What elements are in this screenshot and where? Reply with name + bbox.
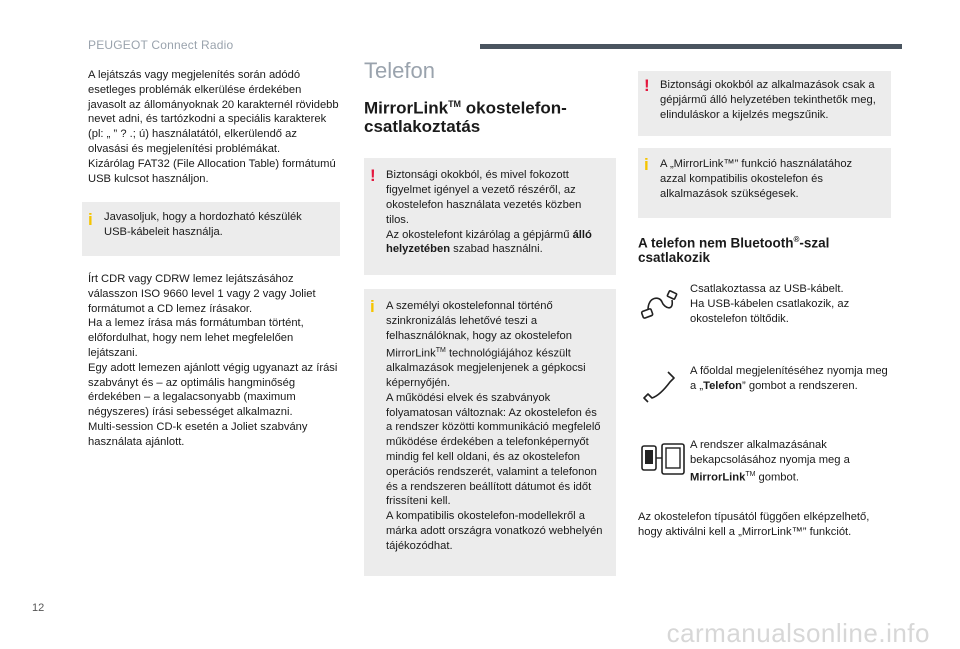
step-telefon bbox=[638, 364, 891, 428]
paragraph: A lejátszás vagy megjelenítés során adódó esetleges problémák elkerülése érdekében javasolt az állományoknak 20 karakternél rövidebb nevet adni, és tartózkodni a speciális karakterek (pl: „ ” ? .; ú) használatától, elkerülendő az olvasási és megjelenítési problémákat. bbox=[88, 69, 339, 155]
info-box bbox=[638, 148, 891, 217]
mirrorlink-icon bbox=[638, 438, 686, 482]
info-text: A „MirrorLink™” funkció használatához azzal kompatibilis okostelefon és alkalmazások szükségesek. bbox=[660, 158, 853, 200]
paragraph: Ha a lemez írása más formátumban történt, előfordulhat, hogy nem lehet megfelelően lejátszani. bbox=[88, 317, 304, 359]
info-text: A kompatibilis okostelefon-modellekről a márka adott országra vonatkozó webhelyén tájékozódhat. bbox=[386, 510, 603, 552]
info-text: A működési elvek és szabványok folyamatosan változnak: Az okostelefon és a rendszer közötti kommunikáció megfelelő működése érdekében a telefonképernyőt mindig fel kell oldani, és az okostelefon operációs rendszerét, valamint a telefonon és a rendszeren beállított dátumot és időt frissíteni kell. bbox=[386, 391, 601, 508]
step-text: Csatlakoztassa az USB-kábelt. Ha USB-kábelen csatlakozik, az okostelefon töltődik. bbox=[690, 283, 850, 325]
info-box bbox=[364, 289, 616, 575]
column-2 bbox=[364, 58, 616, 576]
info-text: A személyi okostelefonnal történő szinkronizálás lehetővé teszi a felhasználóknak, hogy az okostelefon MirrorLink™ technológiájához készült alkalmazások megjelenjenek a gépkocsi képernyőjén. bbox=[386, 300, 586, 389]
info-text: Javasoljuk, hogy a hordozható készülék USB-kábeleit használja. bbox=[104, 211, 302, 239]
warning-box bbox=[364, 158, 616, 275]
usb-cable-icon bbox=[638, 282, 682, 326]
info-box bbox=[82, 202, 340, 256]
warning-text: Az okostelefont kizárólag a gépjármű álló helyzetében szabad használni. bbox=[386, 228, 592, 256]
section-heading: MirrorLink™ okostelefon- csatlakoztatás bbox=[364, 98, 567, 137]
paragraph: Kizárólag FAT32 (File Allocation Table) formátumú USB kulcsot használjon. bbox=[88, 157, 336, 185]
paragraph: Multi-session CD-k esetén a Joliet szabvány használata ajánlott. bbox=[88, 420, 308, 448]
paragraph: Egy adott lemezen ajánlott végig ugyanazt az írási szabványt és – az optimális hangminőség érdekében – a legalacsonyabb (maximum négyszeres) írási sebességet alkalmazni. bbox=[88, 361, 338, 419]
step-text: A rendszer alkalmazásának bekapcsolásához nyomja meg a MirrorLink™ gombot. bbox=[690, 439, 850, 484]
warning-mark-icon: ! bbox=[370, 166, 376, 186]
warning-text: Biztonsági okokból az alkalmazások csak a gépjármű álló helyzetében tekinthetők meg, elinduláskor a kijelzés megszűnik. bbox=[660, 79, 876, 121]
warning-mark-icon: ! bbox=[644, 76, 650, 95]
info-mark-icon: i bbox=[88, 210, 93, 230]
step-usb bbox=[638, 282, 891, 354]
step-mirrorlink bbox=[638, 438, 891, 506]
paragraph: Írt CDR vagy CDRW lemez lejátszásához válasszon ISO 9660 level 1 vagy 2 vagy Joliet formátumot a CD lemez írásakor. bbox=[88, 272, 316, 315]
footer-note: Az okostelefon típusától függően elképzelhető, hogy aktiválni kell a „MirrorLink™” funkciót. bbox=[638, 511, 870, 539]
header-bar bbox=[480, 44, 902, 49]
info-mark-icon: i bbox=[370, 297, 375, 317]
column-3 bbox=[638, 71, 891, 540]
page-number: 12 bbox=[32, 602, 45, 614]
phone-handset-icon bbox=[638, 364, 682, 408]
info-mark-icon: i bbox=[644, 155, 649, 175]
warning-text: Biztonsági okokból, és mivel fokozott figyelmet igényel a vezető részéről, az okostelefon használata vezetés közben tilos. bbox=[386, 169, 582, 226]
warning-box bbox=[638, 71, 891, 136]
watermark: carmanualsonline.info bbox=[666, 618, 930, 648]
subsection-heading: A telefon nem Bluetooth®-szal csatlakozik bbox=[638, 234, 830, 266]
column-1 bbox=[88, 68, 340, 450]
header-title: PEUGEOT Connect Radio bbox=[88, 38, 234, 52]
section-title: Telefon bbox=[364, 58, 435, 83]
step-text: A főoldal megjelenítéséhez nyomja meg a „Telefon” gombot a rendszeren. bbox=[690, 365, 888, 393]
